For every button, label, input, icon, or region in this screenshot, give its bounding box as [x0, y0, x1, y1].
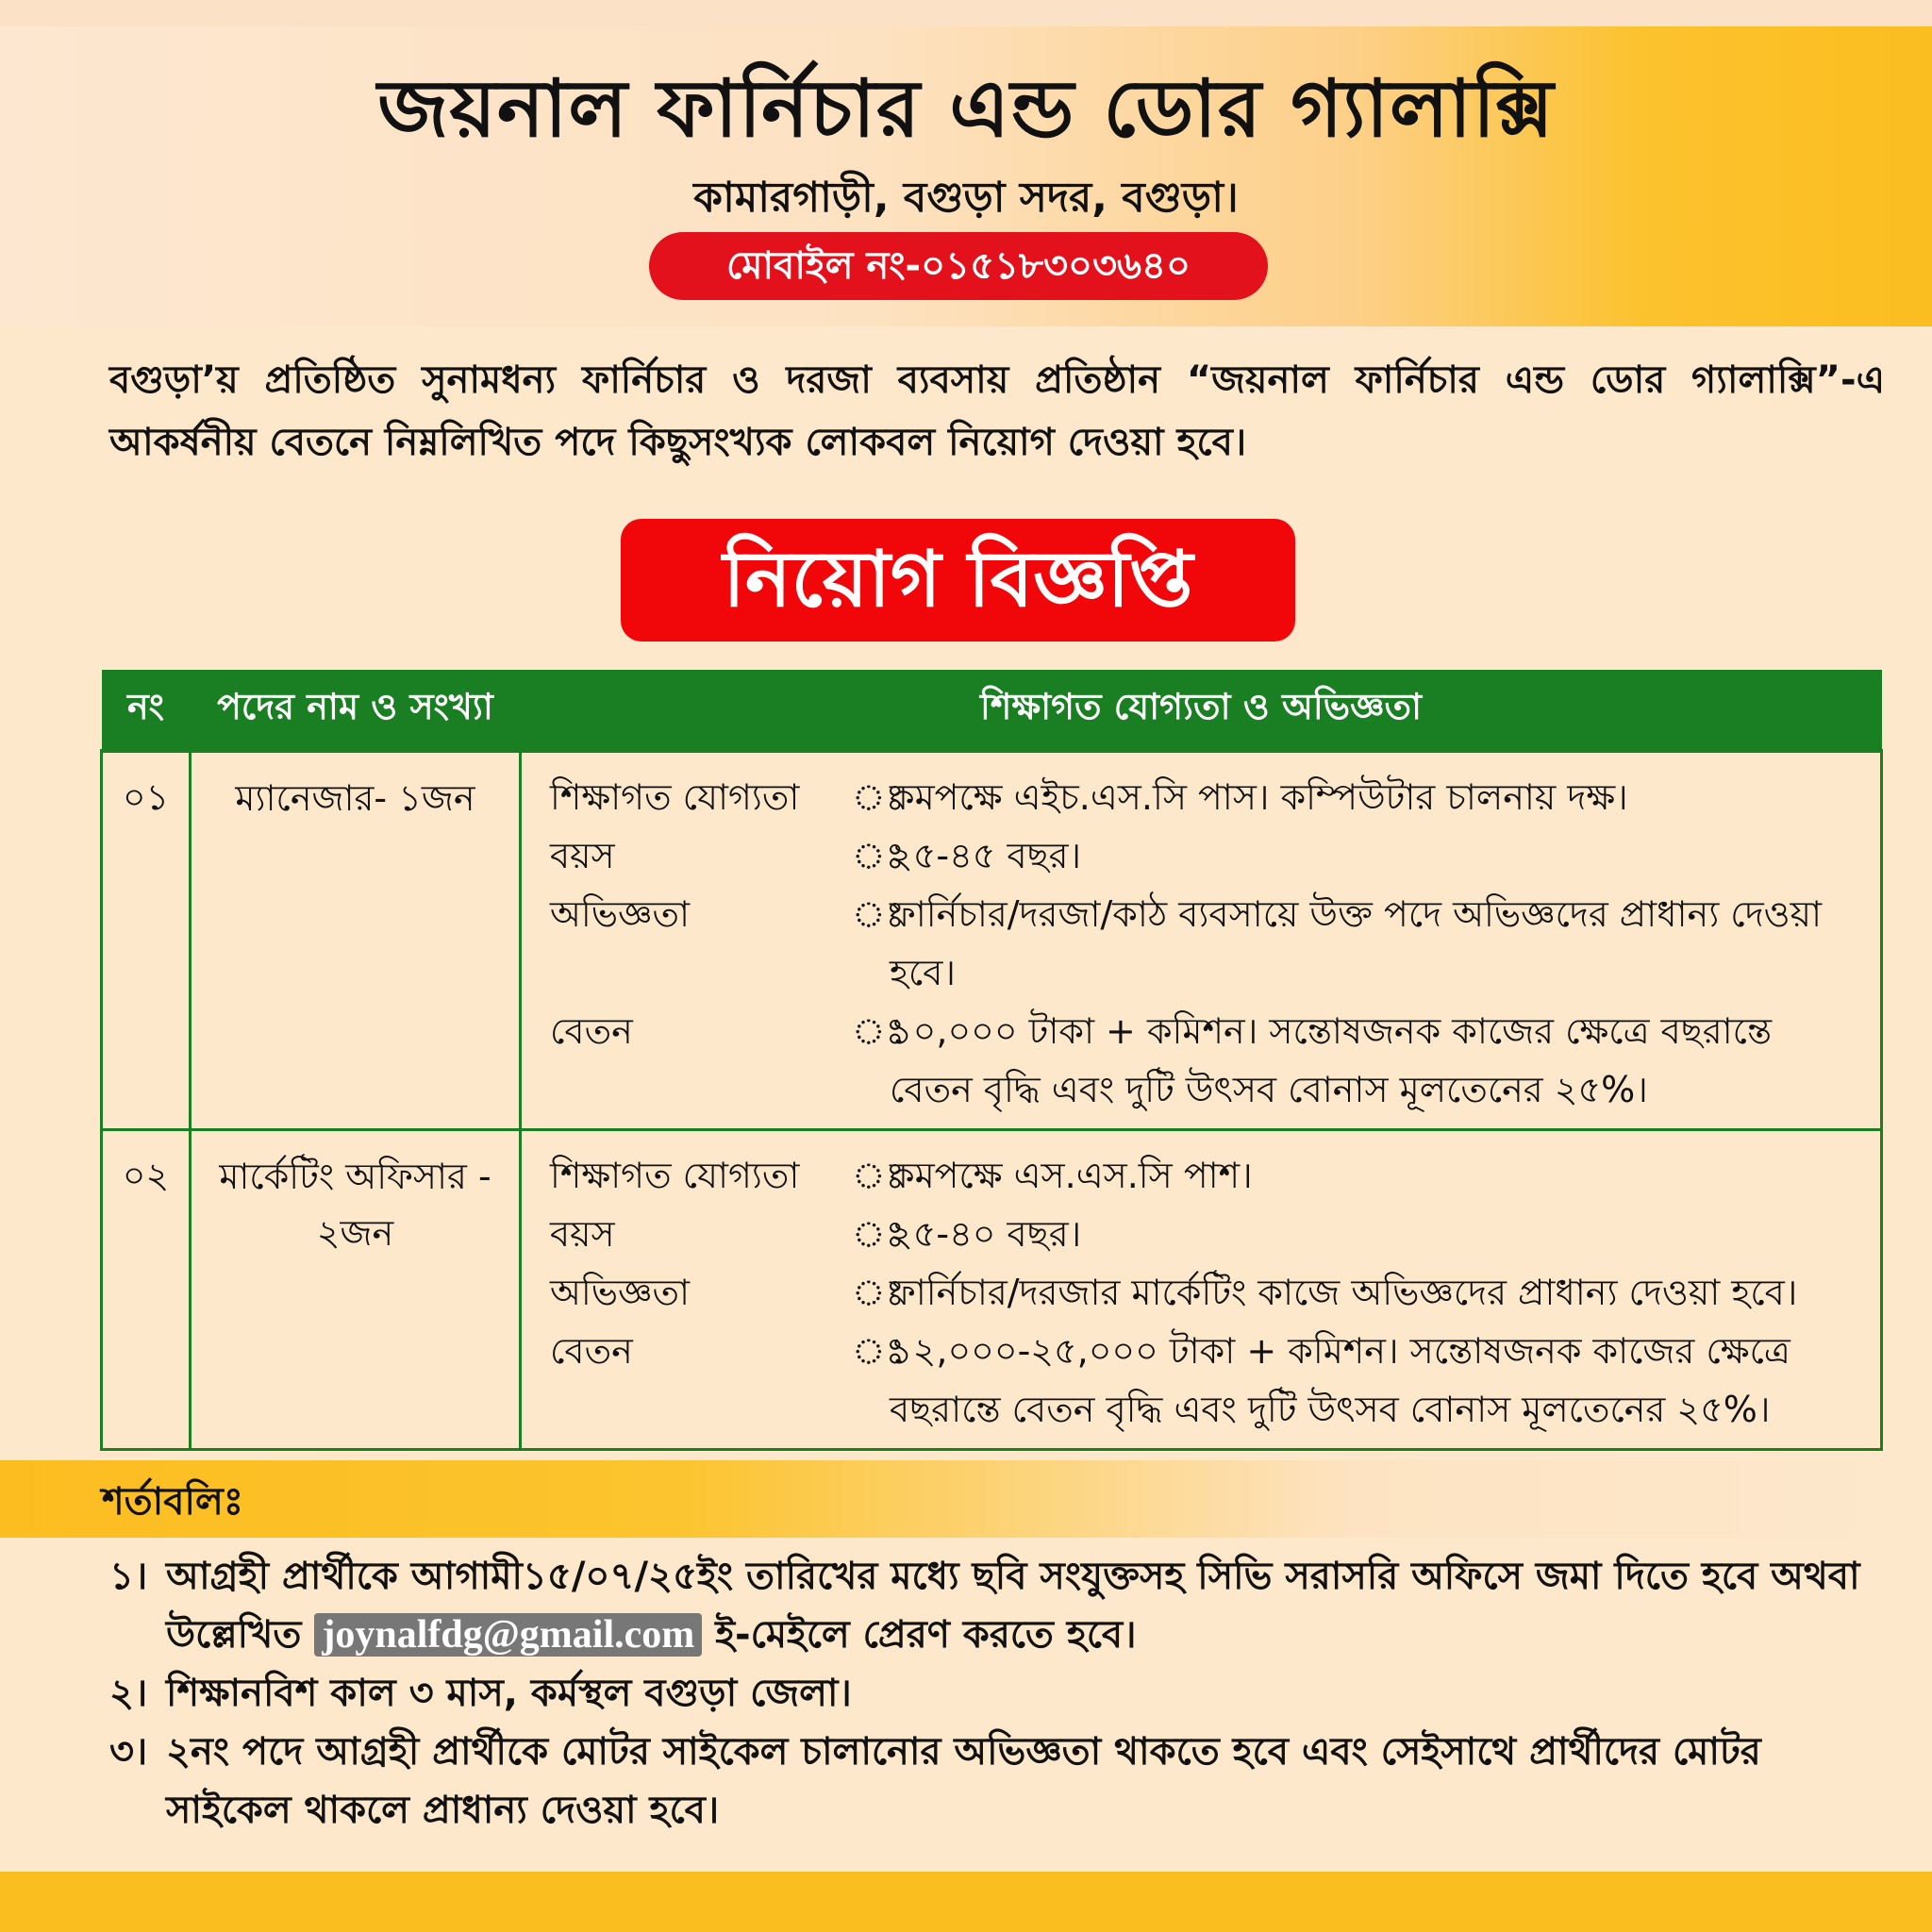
company-address: কামারগাড়ী, বগুড়া সদর, বগুড়া। [693, 174, 1239, 222]
term-item [109, 1723, 1885, 1840]
header-no: নং [102, 670, 191, 751]
detail-value: ১২,০০০-২৫,০০০ টাকা + কমিশন। সন্তোষজনক কাজের ক্ষেত্রে বছরান্তে বেতন বৃদ্ধি এবং দুটি উৎসব বোনাস মূলতেনের ২৫%। [890, 1330, 1790, 1430]
detail-label: অভিজ্ঞতা [550, 1272, 690, 1313]
term-text: শিক্ষানবিশ কাল ৩ মাস, কর্মস্থল বগুড়া জেলা। [166, 1672, 852, 1715]
top-strip [0, 0, 1932, 26]
terms-band [0, 1460, 1932, 1538]
detail-colon: ঃ [852, 1155, 905, 1196]
detail-value: ফার্নিচার/দরজা/কাঠ ব্যবসায়ে উক্ত পদে অভিজ্ঞদের প্রাধান্য দেওয়া হবে। [890, 893, 1823, 993]
term-text [166, 1547, 1885, 1664]
bottom-band [0, 1872, 1932, 1932]
table-row [102, 1130, 1882, 1450]
detail-row [550, 1322, 1861, 1439]
post-details [521, 751, 1882, 1130]
term-number: ৩। [109, 1730, 148, 1774]
detail-label: বেতন [550, 1330, 633, 1372]
detail-row [550, 1263, 1861, 1322]
term-item [109, 1547, 1885, 1664]
post-details [521, 1130, 1882, 1450]
table-row [102, 751, 1882, 1130]
detail-value: ফার্নিচার/দরজার মার্কেটিং কাজে অভিজ্ঞদের প্রাধান্য দেওয়া হবে। [890, 1272, 1798, 1313]
detail-row [550, 1146, 1861, 1205]
intro-line-1: বগুড়া’য় প্রতিষ্ঠিত সুনামধন্য ফার্নিচার ও দরজা ব্যবসায় প্রতিষ্ঠান “জয়নাল ফার্নিচার এন্ড ডোর গ্যালাক্সি”-এ [109, 358, 1885, 402]
detail-row [550, 826, 1861, 885]
detail-colon: ঃ [852, 776, 905, 818]
detail-label: শিক্ষাগত যোগ্যতা [550, 1155, 800, 1196]
detail-value: কমপক্ষে এইচ.এস.সি পাস। কম্পিউটার চালনায় দক্ষ। [890, 776, 1628, 818]
header-qualification: শিক্ষাগত যোগ্যতা ও অভিজ্ঞতা [521, 670, 1882, 751]
company-name: জয়নাল ফার্নিচার এন্ড ডোর গ্যালাক্সি [377, 62, 1555, 155]
email-link[interactable]: joynalfdg@gmail.com [314, 1613, 702, 1657]
term-text-after: ই-মেইলে প্রেরণ করতে হবে। [715, 1613, 1137, 1657]
detail-row [550, 1205, 1861, 1263]
detail-value: ২৫-৪৫ বছর। [890, 835, 1082, 876]
detail-colon: ঃ [852, 1272, 905, 1313]
detail-row [550, 768, 1861, 826]
detail-colon: ঃ [852, 835, 905, 876]
detail-label: বেতন [550, 1010, 633, 1052]
post-name: ম্যানেজার- ১জন [191, 751, 521, 1130]
detail-label: শিক্ষাগত যোগ্যতা [550, 776, 800, 818]
row-number: ০২ [102, 1130, 191, 1450]
term-text-before: আগ্রহী প্রার্থীকে আগামী১৫/০৭/২৫ইং তারিখের মধ্যে ছবি সংযুক্তসহ সিভি সরাসরি অফিসে জমা দিতে হবে অথবা উল্লেখিত [166, 1555, 1860, 1657]
detail-colon: ঃ [852, 893, 905, 935]
term-number: ১। [109, 1555, 148, 1598]
terms-list [109, 1547, 1885, 1840]
term-number: ২। [109, 1672, 148, 1715]
post-name: মার্কেটিং অফিসার - ২জন [191, 1130, 521, 1450]
job-table [100, 670, 1883, 1451]
detail-colon: ঃ [852, 1010, 905, 1052]
table-header-row [102, 670, 1882, 751]
intro-line-2: আকর্ষনীয় বেতনে নিম্নলিখিত পদে কিছুসংখ্যক লোকবল নিয়োগ দেওয়া হবে। [109, 421, 1247, 464]
detail-value: ২৫-৪০ বছর। [890, 1213, 1082, 1255]
detail-row [550, 1002, 1861, 1119]
detail-value: কমপক্ষে এস.এস.সি পাশ। [890, 1155, 1253, 1196]
detail-colon: ঃ [852, 1330, 905, 1372]
term-text: ২নং পদে আগ্রহী প্রার্থীকে মোটর সাইকেল চালানোর অভিজ্ঞতা থাকতে হবে এবং সেইসাথে প্রার্থীদের মোটর সাইকেল থাকলে প্রাধান্য দেওয়া হবে। [166, 1730, 1761, 1832]
row-number: ০১ [102, 751, 191, 1130]
header-post: পদের নাম ও সংখ্যা [191, 670, 521, 751]
detail-row [550, 885, 1861, 1002]
intro-paragraph [109, 349, 1885, 474]
detail-label: বয়স [550, 1213, 615, 1255]
notice-title-badge: নিয়োগ বিজ্ঞপ্তি [621, 519, 1295, 641]
detail-colon: ঃ [852, 1213, 905, 1255]
term-item [109, 1664, 1885, 1723]
terms-title: শর্তাবলিঃ [102, 1480, 244, 1524]
detail-value: ১০,০০০ টাকা + কমিশন। সন্তোষজনক কাজের ক্ষেত্রে বছরান্তে বেতন বৃদ্ধি এবং দুটি উৎসব বোনাস মূলতেনের ২৫%। [890, 1010, 1773, 1110]
mobile-number-badge: মোবাইল নং-০১৫১৮৩০৩৬৪০ [649, 232, 1268, 300]
detail-label: অভিজ্ঞতা [550, 893, 690, 935]
detail-label: বয়স [550, 835, 615, 876]
